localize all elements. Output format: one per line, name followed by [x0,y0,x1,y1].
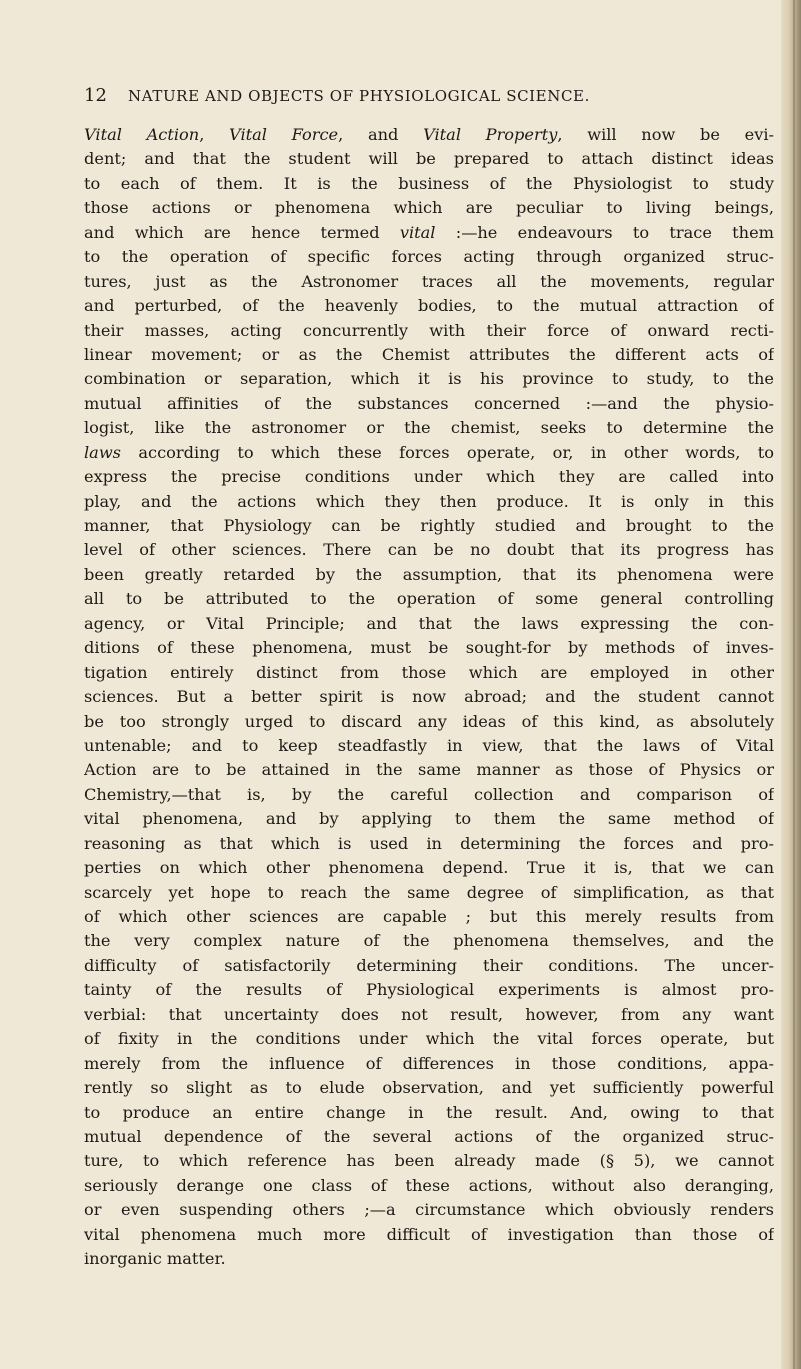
text-run: their masses, acting concurrently with their force of onward recti- [84,320,774,340]
text-run: play, and the actions which they then produce. It is only in this [84,491,774,511]
text-run: or even suspending others ;—a circumstance which obviously renders [84,1200,774,1220]
text-run: level of other sciences. There can be no doubt that its progress has [84,540,774,560]
text-run: logist, like the astronomer or the chemist, seeks to determine the [84,418,774,438]
text-run: and which are hence termed [84,222,400,242]
text-line [84,881,774,905]
italic-term: laws [84,442,121,462]
text-line [84,587,774,611]
page-header [84,84,774,108]
text-line [84,416,774,440]
text-run: the very complex nature of the phenomena themselves, and the [84,931,774,951]
text-line [84,612,774,636]
text-line [84,1003,774,1027]
text-line [84,954,774,978]
text-run: those actions or phenomena which are peculiar to living beings, [84,198,774,218]
text-line [84,1149,774,1173]
text-line [84,1223,774,1247]
text-run: inorganic matter. [84,1249,226,1269]
text-run: mutual dependence of the several actions of the organized struc- [84,1126,774,1146]
text-line [84,270,774,294]
text-line [84,514,774,538]
text-line [84,221,774,245]
text-run: vital phenomena much more difficult of investigation than those of [84,1224,774,1244]
text-line [84,1247,774,1271]
text-run: difficulty of satisfactorily determining their conditions. The uncer- [84,955,774,975]
text-line [84,441,774,465]
text-run: dent; and that the student will be prepared to attach distinct ideas [84,149,774,169]
text-run: according to which these forces operate, or, in other words, to [121,442,774,462]
page-edge-line [793,0,795,1369]
text-line [84,758,774,782]
text-run: all to be attributed to the operation of some general controlling [84,589,774,609]
text-run: :—he endeavours to trace them [435,222,774,242]
text-run: untenable; and to keep steadfastly in view, that the laws of Vital [84,735,774,755]
text-run: Chemistry,—that is, by the careful collection and comparison of [84,784,774,804]
text-line [84,1076,774,1100]
text-line [84,172,774,196]
text-line [84,1101,774,1125]
text-line [84,905,774,929]
text-run: Action are to be attained in the same manner as those of Physics or [84,760,774,780]
text-run: reasoning as that which is used in determining the forces and pro- [84,833,774,853]
text-run: be too strongly urged to discard any ideas of this kind, as absolutely [84,711,774,731]
text-line [84,123,774,147]
text-line [84,294,774,318]
text-line [84,807,774,831]
text-line [84,685,774,709]
text-run: rently so slight as to elude observation, and yet sufficiently powerful [84,1078,774,1098]
text-run: ture, to which reference has been already made (§ 5), we cannot [84,1151,774,1171]
italic-term: vital [399,222,436,242]
text-line [84,636,774,660]
text-line [84,661,774,685]
text-line [84,343,774,367]
text-line [84,1125,774,1149]
text-run: , [199,125,230,144]
italic-term: Vital Property [423,125,558,144]
text-run: to the operation of specific forces acting through organized struc- [84,247,774,267]
text-line [84,367,774,391]
text-run: tigation entirely distinct from those which are employed in other [84,662,774,682]
text-run: , and [338,125,424,144]
text-run: ditions of these phenomena, must be sought-for by methods of inves- [84,638,774,658]
text-run: tures, just as the Astronomer traces all the movements, regular [84,271,774,291]
text-line [84,1027,774,1051]
text-run: verbial: that uncertainty does not result, however, from any want [84,1004,774,1024]
text-line [84,734,774,758]
text-line [84,1198,774,1222]
text-line [84,710,774,734]
text-run: merely from the influence of differences in those conditions, appa- [84,1053,774,1073]
text-line [84,538,774,562]
text-run: of fixity in the conditions under which the vital forces operate, but [84,1029,774,1049]
text-run: seriously derange one class of these actions, without also deranging, [84,1175,774,1195]
text-line [84,196,774,220]
page-number: 12 [84,85,107,106]
text-line [84,147,774,171]
text-run: and perturbed, of the heavenly bodies, to the mutual attraction of [84,296,774,316]
page-edge-shadow [781,0,801,1369]
text-run: , will now be evi- [557,125,774,144]
text-run: linear movement; or as the Chemist attributes the different acts of [84,344,774,364]
text-line [84,1174,774,1198]
text-run: to produce an entire change in the result. And, owing to that [84,1102,774,1122]
text-run: vital phenomena, and by applying to them the same method of [84,809,774,829]
running-title: NATURE AND OBJECTS OF PHYSIOLOGICAL SCIENCE. [128,87,590,105]
text-run: been greatly retarded by the assumption, that its phenomena were [84,564,774,584]
italic-term: Vital Force [229,125,339,144]
text-line [84,392,774,416]
text-run: mutual affinities of the substances concerned :—and the physio- [84,393,774,413]
italic-term: Vital Action [84,125,200,144]
text-run: combination or separation, which it is his province to study, to the [84,369,774,389]
text-line [84,490,774,514]
text-run: tainty of the results of Physiological experiments is almost pro- [84,980,774,1000]
text-run: agency, or Vital Principle; and that the laws expressing the con- [84,613,774,633]
text-line [84,783,774,807]
text-line [84,929,774,953]
text-line [84,319,774,343]
text-line [84,563,774,587]
text-line [84,978,774,1002]
text-line [84,1052,774,1076]
text-line [84,856,774,880]
text-run: of which other sciences are capable ; but this merely results from [84,907,774,926]
text-run: manner, that Physiology can be rightly studied and brought to the [84,516,774,535]
text-line [84,832,774,856]
text-line [84,245,774,269]
text-run: express the precise conditions under which they are called into [84,467,774,487]
text-run: perties on which other phenomena depend. True it is, that we can [84,858,774,878]
text-run: sciences. But a better spirit is now abroad; and the student cannot [84,687,774,707]
text-run: to each of them. It is the business of the Physiologist to study [84,173,774,193]
body-paragraph [84,123,774,1272]
text-run: scarcely yet hope to reach the same degree of simplification, as that [84,882,774,902]
text-line [84,465,774,489]
